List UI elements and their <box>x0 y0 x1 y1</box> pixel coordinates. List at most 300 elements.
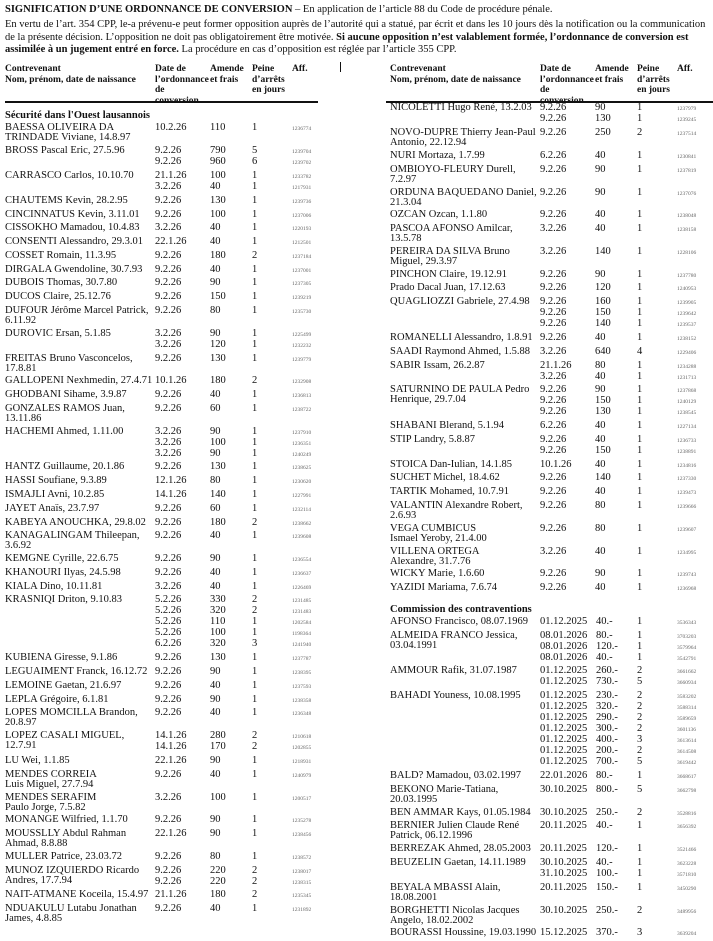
offender-name: SATURNINO DE PAULA Pedro Henrique, 29.7.04 <box>390 384 530 406</box>
detention-days: 1 <box>637 307 643 319</box>
detention-days: 5 <box>637 783 643 795</box>
offender-name: NAIT-ATMANE Koceila, 15.4.97 <box>5 889 149 901</box>
ordinance-date: 3.2.26 <box>155 327 182 339</box>
ordinance-list <box>540 347 710 358</box>
case-number: 1237514 <box>677 131 697 138</box>
ordinance-row <box>155 568 325 579</box>
ordinance-row <box>540 785 710 796</box>
offender-name: STOICA Dan-Iulian, 14.1.85 <box>390 458 513 470</box>
case-number: 3589659 <box>677 716 697 723</box>
case-number: 1239537 <box>677 322 697 329</box>
detention-days: 1 <box>252 652 258 664</box>
ordinance-list <box>155 196 325 207</box>
ordinance-row <box>540 617 710 628</box>
fine-amount: 180 <box>210 249 226 261</box>
offender-name: CHAUTEMS Kevin, 28.2.95 <box>5 194 128 206</box>
detention-days: 1 <box>637 149 643 161</box>
offender-name: ISMAJLI Avni, 10.2.85 <box>5 489 105 501</box>
case-number: 1237780 <box>677 272 697 279</box>
ordinance-date: 3.2.26 <box>155 425 182 437</box>
ordinance-row <box>155 404 325 415</box>
table-row <box>5 352 325 375</box>
table-row <box>390 629 710 665</box>
case-number: 3668617 <box>677 774 697 781</box>
offender-name: VEGA CUMBICUS Ismael Yeroby, 21.4.00 <box>390 522 487 544</box>
ordinance-date: 9.2.26 <box>540 113 567 125</box>
ordinance-date: 10.1.26 <box>540 458 572 470</box>
fine-amount: 100 <box>210 169 226 181</box>
ordinance-row <box>155 756 325 767</box>
fine-amount: 90 <box>595 163 606 175</box>
table-row <box>390 150 710 164</box>
ordinance-row <box>155 462 325 473</box>
offender-name: HACHEMI Ahmed, 1.11.00 <box>5 425 124 437</box>
offender-name: LOPES MOMCILLA Brandon, 20.8.97 <box>5 707 138 729</box>
case-number: 1237910 <box>292 429 312 436</box>
ordinance-row <box>540 844 710 855</box>
table-row <box>5 291 325 305</box>
ordinance-date: 9.2.26 <box>155 875 182 887</box>
detention-days: 1 <box>637 582 643 594</box>
detention-days: 1 <box>252 291 258 303</box>
fine-amount: 250.- <box>596 806 618 818</box>
ordinance-row <box>540 821 710 832</box>
ordinance-date: 22.1.26 <box>155 236 187 248</box>
case-number: 1212501 <box>292 240 312 247</box>
offender-name: BAESSA OLIVEIRA DA TRINDADE Viviane, 14.8.97 <box>5 122 131 144</box>
table-row <box>5 249 325 263</box>
offender-name: GALLOPENI Nexhmedin, 27.4.71 <box>5 375 153 387</box>
table-row <box>5 425 325 461</box>
ordinance-date: 01.12.2025 <box>540 745 588 757</box>
case-number: 1228106 <box>677 249 697 256</box>
ordinance-date: 9.2.26 <box>155 156 182 168</box>
case-number: 3583202 <box>677 694 697 701</box>
offender-name: OZCAN Ozcan, 1.1.80 <box>390 209 488 221</box>
case-number: 1237979 <box>677 106 697 113</box>
case-number: 3571810 <box>677 871 697 878</box>
table-row <box>5 864 325 889</box>
detention-days: 1 <box>252 566 258 578</box>
ordinance-row <box>540 547 710 558</box>
fine-amount: 320 <box>210 605 226 617</box>
fine-amount: 40 <box>210 236 221 248</box>
ordinance-list <box>155 490 325 501</box>
ordinance-list <box>540 906 710 926</box>
fine-amount: 90 <box>595 568 606 580</box>
detention-days: 1 <box>637 568 643 580</box>
ordinance-row <box>540 151 710 162</box>
fine-amount: 640 <box>595 345 611 357</box>
ordinance-date: 3.2.26 <box>540 370 567 382</box>
detention-days: 1 <box>252 389 258 401</box>
ordinance-date: 14.1.26 <box>155 741 187 753</box>
ordinance-date: 9.2.26 <box>540 500 567 512</box>
table-row <box>5 666 325 680</box>
case-number: 3662798 <box>677 787 697 794</box>
fine-amount: 250 <box>595 127 611 139</box>
ordinance-list <box>540 691 710 768</box>
ordinance-date: 3.2.26 <box>540 345 567 357</box>
offender-name: MULLER Patrice, 23.03.72 <box>5 850 122 862</box>
detention-days: 1 <box>252 693 258 705</box>
ordinance-list <box>155 866 325 888</box>
ordinance-list <box>155 904 325 924</box>
detention-days: 1 <box>637 867 643 879</box>
header-peine: Peine d’arrêts en jours <box>637 64 670 95</box>
table-row <box>5 475 325 489</box>
ordinance-list <box>540 666 710 688</box>
ordinance-row <box>540 524 710 535</box>
ordinance-date: 3.2.26 <box>540 223 567 235</box>
case-number: 1237076 <box>677 190 697 197</box>
case-number: 1232232 <box>292 342 312 349</box>
ordinance-row <box>155 340 325 351</box>
offender-name: SUCHET Michel, 18.4.62 <box>390 472 500 484</box>
case-number: 1237305 <box>292 281 312 288</box>
case-number: 1198364 <box>292 631 312 638</box>
fine-amount: 140 <box>210 489 226 501</box>
fine-amount: 90 <box>210 666 221 678</box>
fine-amount: 40.- <box>596 820 613 832</box>
fine-amount: 80 <box>210 304 221 316</box>
detention-days: 1 <box>252 402 258 414</box>
fine-amount: 100 <box>210 791 226 803</box>
header-aff: Aff. <box>292 64 308 74</box>
ordinance-row <box>540 808 710 819</box>
offender-name: SABIR Issam, 26.2.87 <box>390 359 485 371</box>
ordinance-row <box>155 793 325 804</box>
ordinance-row <box>540 869 710 880</box>
table-row <box>5 889 325 903</box>
detention-days: 2 <box>252 594 258 606</box>
ordinance-row <box>155 251 325 262</box>
title-bold: SIGNIFICATION D’UNE ORDONNANCE DE CONVERSION <box>5 4 293 15</box>
ordinance-date: 9.2.26 <box>540 296 567 308</box>
case-number: 3613614 <box>677 738 697 745</box>
fine-amount: 40 <box>210 263 221 275</box>
detention-days: 1 <box>637 522 643 534</box>
detention-days: 1 <box>637 770 643 782</box>
table-row <box>390 904 710 927</box>
ordinance-list <box>155 476 325 487</box>
table-row <box>390 472 710 486</box>
table-row <box>390 783 710 806</box>
ordinance-date: 9.2.26 <box>155 666 182 678</box>
detention-days: 1 <box>252 180 258 192</box>
offender-name: AMMOUR Rafik, 31.07.1987 <box>390 665 517 677</box>
ordinance-row <box>155 852 325 863</box>
detention-days: 1 <box>252 447 258 459</box>
fine-amount: 90 <box>210 277 221 289</box>
fine-amount: 80 <box>595 522 606 534</box>
ordinance-date: 9.2.26 <box>155 402 182 414</box>
detention-days: 1 <box>252 616 258 628</box>
right-column <box>390 64 710 941</box>
detention-days: 6 <box>252 156 258 168</box>
fine-amount: 130 <box>210 352 226 364</box>
offender-name: SAADI Raymond Ahmed, 1.5.88 <box>390 345 530 357</box>
ordinance-row <box>155 265 325 276</box>
offender-name: NOVO-DUPRE Thierry Jean-Paul Antonio, 22.12.94 <box>390 127 536 149</box>
case-number: 1233782 <box>292 173 312 180</box>
title-rest: – En application de l’article 88 du Code de procédure pénale. <box>292 4 553 15</box>
ordinance-date: 9.2.26 <box>540 307 567 319</box>
ordinance-date: 5.2.26 <box>155 627 182 639</box>
intro-text-end: La procédure en cas d’opposition est réglée par l’article 355 CPP. <box>178 44 457 55</box>
fine-amount: 800.- <box>596 783 618 795</box>
fine-amount: 40 <box>210 768 221 780</box>
ordinance-date: 9.2.26 <box>155 208 182 220</box>
table-row <box>5 693 325 707</box>
ordinance-date: 9.2.26 <box>155 249 182 261</box>
detention-days: 1 <box>252 436 258 448</box>
fine-amount: 40 <box>595 486 606 498</box>
table-row <box>390 163 710 186</box>
table-row <box>5 679 325 693</box>
detention-days: 1 <box>637 500 643 512</box>
ordinance-date: 01.12.2025 <box>540 676 588 688</box>
detention-days: 1 <box>637 856 643 868</box>
offender-name: BERREZAK Ahmed, 28.05.2003 <box>390 843 531 855</box>
ordinance-date: 9.2.26 <box>540 486 567 498</box>
offender-name: NDUAKULU Lutabu Jonathan James, 4.8.85 <box>5 903 137 925</box>
detention-days: 3 <box>637 927 643 939</box>
ordinance-row <box>540 446 710 457</box>
ordinance-list <box>540 460 710 471</box>
ordinance-date: 9.2.26 <box>540 186 567 198</box>
detention-days: 1 <box>637 331 643 343</box>
fine-amount: 40 <box>595 331 606 343</box>
ordinance-date: 9.2.26 <box>155 516 182 528</box>
detention-days: 1 <box>252 236 258 248</box>
case-number: 1241940 <box>292 642 312 649</box>
offender-name: LEGUAIMENT Franck, 16.12.72 <box>5 666 148 678</box>
ordinance-row <box>540 188 710 199</box>
detention-days: 1 <box>637 359 643 371</box>
fine-amount: 250.- <box>596 904 618 916</box>
offender-name: BOURASSI Houssine, 19.03.1990 <box>390 927 537 939</box>
table-row <box>390 332 710 346</box>
case-number: 1239219 <box>292 295 312 302</box>
detention-days: 1 <box>637 444 643 456</box>
detention-days: 1 <box>637 318 643 330</box>
ordinance-date: 01.12.2025 <box>540 665 588 677</box>
header-date: Date de l’ordonnance de conversion <box>155 64 209 106</box>
detention-days: 2 <box>252 730 258 742</box>
table-row <box>390 282 710 296</box>
column-divider <box>340 62 341 72</box>
ordinance-list <box>155 251 325 262</box>
table-row <box>5 236 325 250</box>
fine-amount: 370.- <box>596 927 618 939</box>
ordinance-list <box>540 501 710 521</box>
ordinance-date: 3.2.26 <box>155 222 182 234</box>
ordinance-row <box>155 639 325 650</box>
case-number: 3489956 <box>677 908 697 915</box>
table-row <box>5 768 325 791</box>
fine-amount: 90 <box>210 828 221 840</box>
ordinance-row <box>155 223 325 234</box>
detention-days: 1 <box>637 223 643 235</box>
fine-amount: 40.- <box>596 651 613 663</box>
detention-days: 5 <box>637 756 643 768</box>
case-number: 3656392 <box>677 824 697 831</box>
ordinance-list <box>540 361 710 383</box>
detention-days: 1 <box>252 222 258 234</box>
fine-amount: 960 <box>210 156 226 168</box>
offender-name: BEKONO Marie-Tatiana, 20.03.1995 <box>390 783 499 805</box>
case-number: 3536343 <box>677 619 697 626</box>
ordinance-list <box>540 487 710 498</box>
ordinance-date: 20.11.2025 <box>540 820 587 832</box>
ordinance-list <box>540 385 710 418</box>
case-number: 1229406 <box>677 349 697 356</box>
fine-amount: 130 <box>210 194 226 206</box>
table-row <box>390 690 710 770</box>
offender-name: DUROVIC Ersan, 5.1.85 <box>5 327 111 339</box>
detention-days: 2 <box>252 375 258 387</box>
ordinance-list <box>540 297 710 330</box>
table-row <box>5 403 325 426</box>
ordinance-list <box>540 333 710 344</box>
ordinance-row <box>155 518 325 529</box>
section-heading: Sécurité dans l'Ouest lausannois <box>5 110 150 121</box>
detention-days: 5 <box>252 145 258 157</box>
detention-days: 2 <box>252 889 258 901</box>
ordinance-list <box>155 404 325 424</box>
fine-amount: 40 <box>595 458 606 470</box>
ordinance-list <box>540 547 710 567</box>
detention-days: 1 <box>637 163 643 175</box>
fine-amount: 40 <box>210 180 221 192</box>
offender-name: LOPEZ CASALI MIGUEL, 12.7.91 <box>5 730 125 752</box>
ordinance-row <box>540 319 710 330</box>
case-number: 1234995 <box>677 549 697 556</box>
case-number: 1231892 <box>292 907 312 914</box>
detention-days: 1 <box>637 282 643 294</box>
ordinance-date: 9.2.26 <box>155 277 182 289</box>
ordinance-list <box>155 815 325 826</box>
offender-name: ALMEIDA FRANCO Jessica, 03.04.1991 <box>390 629 518 651</box>
detention-days: 1 <box>252 327 258 339</box>
fine-amount: 400.- <box>596 734 618 746</box>
offender-name: KHANOURI Ilyas, 24.5.98 <box>5 566 121 578</box>
ordinance-row <box>155 278 325 289</box>
table-row <box>390 245 710 268</box>
ordinance-row <box>540 569 710 580</box>
fine-amount: 40 <box>210 707 221 719</box>
detention-days: 1 <box>252 580 258 592</box>
case-number: 1238017 <box>292 868 312 875</box>
ordinance-row <box>155 157 325 168</box>
ordinance-list <box>155 146 325 168</box>
fine-amount: 160 <box>595 296 611 308</box>
ordinance-date: 9.2.26 <box>540 318 567 330</box>
fine-amount: 40 <box>595 209 606 221</box>
case-number: 1239666 <box>677 504 697 511</box>
ordinance-date: 9.2.26 <box>155 768 182 780</box>
case-number: 1217931 <box>292 184 312 191</box>
ordinance-row <box>540 473 710 484</box>
detention-days: 1 <box>637 186 643 198</box>
ordinance-row <box>540 247 710 258</box>
ordinance-date: 9.2.26 <box>155 566 182 578</box>
ordinance-list <box>540 808 710 819</box>
offender-name: QUAGLIOZZI Gabriele, 27.4.98 <box>390 296 530 308</box>
intro-bold: Si aucune opposition n’est valablement formée, l’ordonnance de conversion est assimilée à un jugement entré en force. <box>5 31 689 55</box>
case-number: 1239607 <box>677 526 697 533</box>
table-row <box>390 420 710 434</box>
offender-name: MENDES SERAFIM Paulo Jorge, 7.5.82 <box>5 791 97 813</box>
detention-days: 2 <box>637 904 643 916</box>
detention-days: 1 <box>637 268 643 280</box>
ordinance-row <box>155 742 325 753</box>
ordinance-list <box>540 858 710 880</box>
fine-amount: 290.- <box>596 712 618 724</box>
ordinance-date: 30.10.2025 <box>540 783 588 795</box>
fine-amount: 90 <box>210 447 221 459</box>
ordinance-list <box>155 708 325 728</box>
case-number: 1236733 <box>677 437 697 444</box>
table-row <box>390 522 710 545</box>
ordinance-list <box>540 103 710 125</box>
ordinance-row <box>155 770 325 781</box>
ordinance-row <box>540 653 710 664</box>
detention-days: 1 <box>252 338 258 350</box>
case-number: 3450290 <box>677 885 697 892</box>
offender-name: KRASNIQI Driton, 9.10.83 <box>5 594 122 606</box>
table-row <box>390 486 710 500</box>
detention-days: 2 <box>252 875 258 887</box>
ordinance-list <box>155 462 325 473</box>
document-title <box>5 4 710 15</box>
ordinance-date: 31.10.2025 <box>540 867 588 879</box>
offender-name: KABEYA ANOUCHKA, 29.8.02 <box>5 516 146 528</box>
case-number: 3528816 <box>677 810 697 817</box>
fine-amount: 80 <box>210 850 221 862</box>
detention-days: 1 <box>637 843 643 855</box>
table-row <box>390 384 710 420</box>
detention-days: 2 <box>637 127 643 139</box>
header-name: Contrevenant Nom, prénom, date de naissance <box>5 64 136 85</box>
ordinance-list <box>540 785 710 805</box>
ordinance-list <box>540 631 710 664</box>
case-number: 3579964 <box>677 644 697 651</box>
offender-name: BERNIER Julien Claude René Patrick, 06.12.1996 <box>390 820 520 842</box>
fine-amount: 40 <box>595 582 606 594</box>
fine-amount: 220 <box>210 875 226 887</box>
fine-amount: 150 <box>210 291 226 303</box>
ordinance-row <box>540 906 710 917</box>
offender-name: KEMGNE Cyrille, 22.6.75 <box>5 553 119 565</box>
case-number: 1238891 <box>677 448 697 455</box>
table-row <box>390 843 710 857</box>
ordinance-date: 22.1.26 <box>155 754 187 766</box>
table-row <box>5 707 325 730</box>
offender-name: ROMANELLI Alessandro, 1.8.91 <box>390 331 533 343</box>
ordinance-row <box>155 582 325 593</box>
detention-days: 1 <box>252 530 258 542</box>
offender-name: STIP Landry, 5.8.87 <box>390 433 475 445</box>
offender-name: BAHADI Youness, 10.08.1995 <box>390 690 521 702</box>
fine-amount: 40 <box>210 530 221 542</box>
case-number: 1236554 <box>292 557 312 564</box>
detention-days: 1 <box>637 486 643 498</box>
ordinance-row <box>540 128 710 139</box>
ordinance-date: 9.2.26 <box>155 903 182 915</box>
detention-days: 1 <box>252 425 258 437</box>
